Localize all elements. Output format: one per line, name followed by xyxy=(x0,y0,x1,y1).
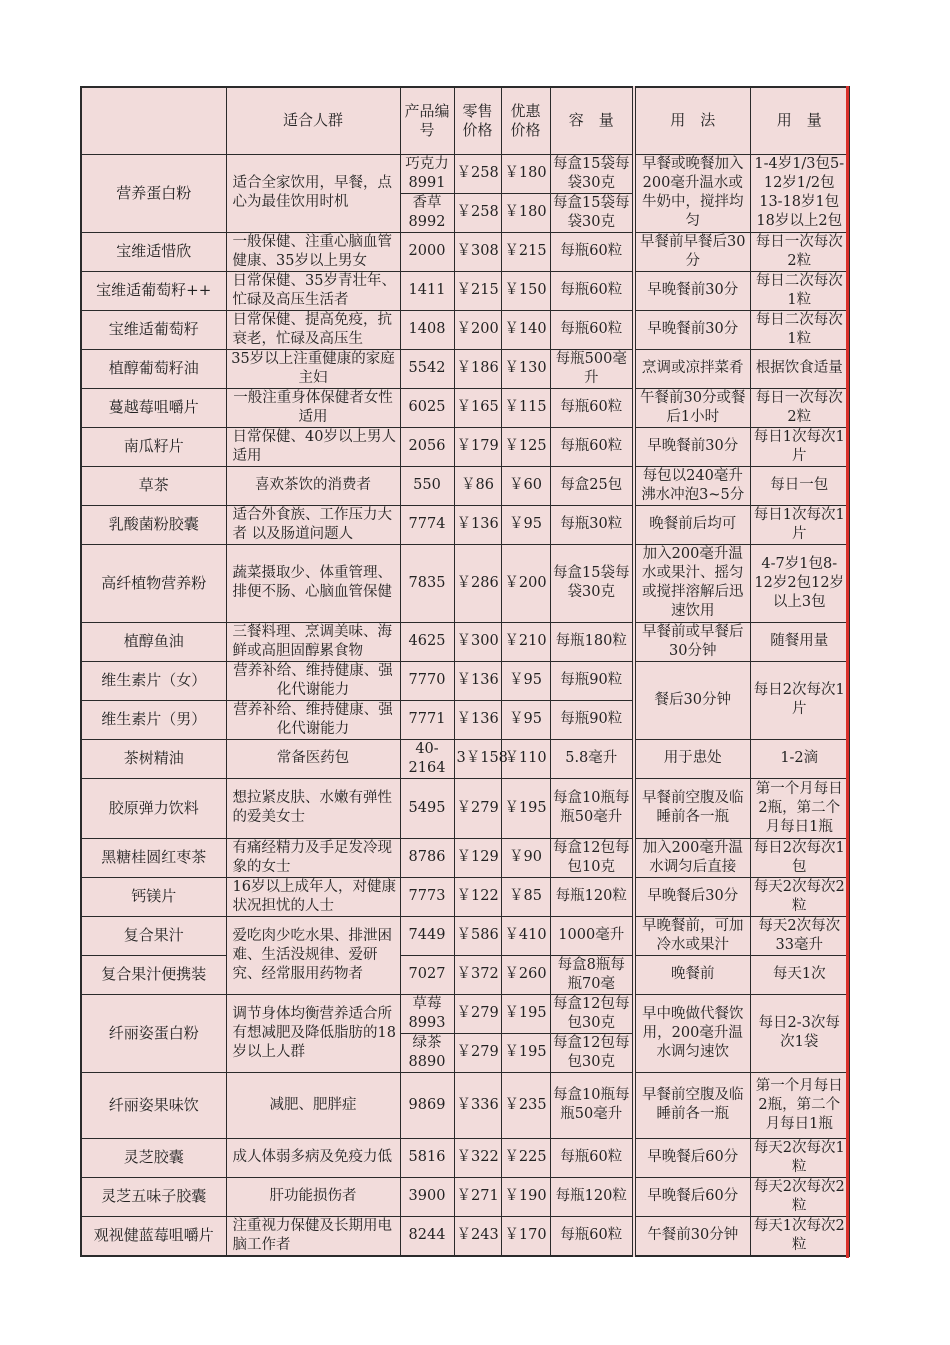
product-name: 茶树精油 xyxy=(81,739,226,778)
retail-cell: ￥258 xyxy=(454,154,501,193)
capacity-cell: 每盒10瓶每瓶50毫升 xyxy=(550,778,634,838)
discount-cell: ￥225 xyxy=(501,1138,550,1177)
product-name: 纤丽姿果味饮 xyxy=(81,1072,226,1138)
product-name: 植醇葡萄籽油 xyxy=(81,349,226,388)
dosage-cell: 每日1次每次1片 xyxy=(750,427,849,466)
usage-cell: 加入200毫升温水或果汁、摇匀或搅拌溶解后迅速饮用 xyxy=(634,544,750,622)
capacity-cell: 每瓶120粒 xyxy=(550,877,634,916)
dosage-cell: 每日2次每次1包 xyxy=(750,838,849,877)
product-name: 植醇鱼油 xyxy=(81,622,226,661)
dosage-cell: 每日一次每次2粒 xyxy=(750,388,849,427)
crowd-cell: 常备医药包 xyxy=(226,739,400,778)
capacity-cell: 每盒15袋每袋30克 xyxy=(550,193,634,232)
dosage-cell: 每日二次每次1粒 xyxy=(750,310,849,349)
crowd-cell: 营养补给、维持健康、强化代谢能力 xyxy=(226,661,400,700)
discount-cell: ￥195 xyxy=(501,1033,550,1072)
usage-cell: 每包以240毫升沸水冲泡3~5分 xyxy=(634,466,750,505)
crowd-cell: 三餐料理、烹调美味、海鲜或高胆固醇累食物 xyxy=(226,622,400,661)
table-row xyxy=(81,1216,849,1256)
retail-cell: ￥136 xyxy=(454,700,501,739)
retail-cell: ￥279 xyxy=(454,1033,501,1072)
retail-cell: 3￥158 xyxy=(454,739,501,778)
dosage-cell: 每天1次 xyxy=(750,955,849,994)
dosage-cell: 每天2次每次2粒 xyxy=(750,1177,849,1216)
code-cell: 3900 xyxy=(400,1177,454,1216)
product-name: 复合果汁便携装 xyxy=(81,955,226,994)
product-name: 乳酸菌粉胶囊 xyxy=(81,505,226,544)
code-cell: 5816 xyxy=(400,1138,454,1177)
code-cell: 7835 xyxy=(400,544,454,622)
capacity-cell: 每盒15袋每袋30克 xyxy=(550,154,634,193)
table-row xyxy=(81,838,849,877)
usage-cell: 早晚餐前30分 xyxy=(634,271,750,310)
retail-cell: ￥86 xyxy=(454,466,501,505)
crowd-cell: 日常保健、提高免疫，抗衰老，忙碌及高压生 xyxy=(226,310,400,349)
dosage-cell: 每日2-3次每次1袋 xyxy=(750,994,849,1072)
product-name: 蔓越莓咀嚼片 xyxy=(81,388,226,427)
dosage-cell: 每日一次每次2粒 xyxy=(750,232,849,271)
dosage-cell: 每日二次每次1粒 xyxy=(750,271,849,310)
discount-cell: ￥95 xyxy=(501,505,550,544)
discount-cell: ￥85 xyxy=(501,877,550,916)
crowd-cell: 减肥、肥胖症 xyxy=(226,1072,400,1138)
retail-cell: ￥136 xyxy=(454,505,501,544)
retail-cell: ￥271 xyxy=(454,1177,501,1216)
retail-cell: ￥279 xyxy=(454,778,501,838)
discount-cell: ￥180 xyxy=(501,154,550,193)
usage-cell: 烹调或凉拌菜肴 xyxy=(634,349,750,388)
dosage-cell: 1-4岁1/3包5-12岁1/2包13-18岁1包18岁以上2包 xyxy=(750,154,849,232)
table-row xyxy=(81,1177,849,1216)
code-cell: 巧克力8991 xyxy=(400,154,454,193)
retail-cell: ￥122 xyxy=(454,877,501,916)
code-cell: 7773 xyxy=(400,877,454,916)
code-cell: 4625 xyxy=(400,622,454,661)
dosage-cell: 每日2次每次1片 xyxy=(750,661,849,739)
product-name: 复合果汁 xyxy=(81,916,226,955)
table-row xyxy=(81,349,849,388)
discount-cell: ￥170 xyxy=(501,1216,550,1256)
product-name: 灵芝胶囊 xyxy=(81,1138,226,1177)
crowd-cell: 有痛经精力及手足发冷现象的女士 xyxy=(226,838,400,877)
code-cell: 7027 xyxy=(400,955,454,994)
usage-cell: 午餐前30分或餐后1小时 xyxy=(634,388,750,427)
discount-cell: ￥215 xyxy=(501,232,550,271)
code-cell: 7771 xyxy=(400,700,454,739)
capacity-cell: 每盒10瓶每瓶50毫升 xyxy=(550,1072,634,1138)
discount-cell: ￥190 xyxy=(501,1177,550,1216)
crowd-cell: 一般保健、注重心脑血管健康、35岁以上男女 xyxy=(226,232,400,271)
table-row xyxy=(81,661,849,700)
capacity-cell: 每瓶90粒 xyxy=(550,661,634,700)
capacity-cell: 每盒8瓶每瓶70毫 xyxy=(550,955,634,994)
table-row xyxy=(81,1072,849,1138)
product-name: 宝维适惜欣 xyxy=(81,232,226,271)
code-cell: 5495 xyxy=(400,778,454,838)
table-row xyxy=(81,466,849,505)
red-border-line xyxy=(846,86,849,1258)
crowd-cell: 日常保健、35岁青壮年、忙碌及高压生活者 xyxy=(226,271,400,310)
dosage-cell: 每天2次每次33毫升 xyxy=(750,916,849,955)
product-name: 维生素片（男） xyxy=(81,700,226,739)
usage-cell: 早晚餐前，可加冷水或果汁 xyxy=(634,916,750,955)
capacity-cell: 每瓶180粒 xyxy=(550,622,634,661)
code-cell: 550 xyxy=(400,466,454,505)
discount-cell: ￥95 xyxy=(501,700,550,739)
product-name: 南瓜籽片 xyxy=(81,427,226,466)
capacity-cell: 5.8毫升 xyxy=(550,739,634,778)
crowd-cell: 爱吃肉少吃水果、排泄困难、生活没规律、爱研究、经常服用药物者 xyxy=(226,916,400,994)
product-name: 黑糖桂圆红枣茶 xyxy=(81,838,226,877)
table-row xyxy=(81,388,849,427)
code-cell: 草莓8993 xyxy=(400,994,454,1033)
usage-cell: 午餐前30分钟 xyxy=(634,1216,750,1256)
retail-cell: ￥336 xyxy=(454,1072,501,1138)
retail-cell: ￥308 xyxy=(454,232,501,271)
crowd-cell: 注重视力保健及长期用电脑工作者 xyxy=(226,1216,400,1256)
code-cell: 5542 xyxy=(400,349,454,388)
code-cell: 8786 xyxy=(400,838,454,877)
usage-cell: 早餐前空腹及临睡前各一瓶 xyxy=(634,778,750,838)
table-row xyxy=(81,154,849,193)
product-name: 纤丽姿蛋白粉 xyxy=(81,994,226,1072)
usage-cell: 加入200毫升温水调匀后直接 xyxy=(634,838,750,877)
capacity-cell: 每瓶30粒 xyxy=(550,505,634,544)
usage-cell: 早餐前或早餐后30分钟 xyxy=(634,622,750,661)
dosage-cell: 随餐用量 xyxy=(750,622,849,661)
dosage-cell: 根据饮食适量 xyxy=(750,349,849,388)
discount-cell: ￥140 xyxy=(501,310,550,349)
product-table xyxy=(80,86,850,1257)
capacity-cell: 每盒12包每包10克 xyxy=(550,838,634,877)
header-capacity: 容 量 xyxy=(550,87,634,154)
table-row xyxy=(81,271,849,310)
product-name: 观视健蓝莓咀嚼片 xyxy=(81,1216,226,1256)
crowd-cell: 35岁以上注重健康的家庭主妇 xyxy=(226,349,400,388)
code-cell: 40-2164 xyxy=(400,739,454,778)
dosage-cell: 每天2次每次2粒 xyxy=(750,877,849,916)
retail-cell: ￥179 xyxy=(454,427,501,466)
capacity-cell: 每瓶90粒 xyxy=(550,700,634,739)
usage-cell: 晚餐前 xyxy=(634,955,750,994)
discount-cell: ￥110 xyxy=(501,739,550,778)
header-crowd: 适合人群 xyxy=(226,87,400,154)
retail-cell: ￥286 xyxy=(454,544,501,622)
product-name: 维生素片（女） xyxy=(81,661,226,700)
discount-cell: ￥200 xyxy=(501,544,550,622)
discount-cell: ￥130 xyxy=(501,349,550,388)
product-name: 胶原弹力饮料 xyxy=(81,778,226,838)
capacity-cell: 每盒12包每包30克 xyxy=(550,994,634,1033)
usage-cell: 早中晚做代餐饮用，200毫升温水调匀速饮 xyxy=(634,994,750,1072)
usage-cell: 早晚餐后60分 xyxy=(634,1177,750,1216)
discount-cell: ￥180 xyxy=(501,193,550,232)
capacity-cell: 每瓶60粒 xyxy=(550,1216,634,1256)
product-name: 营养蛋白粉 xyxy=(81,154,226,232)
header-discount: 优惠价格 xyxy=(501,87,550,154)
header-dosage: 用 量 xyxy=(750,87,849,154)
dosage-cell: 每日1次每次1片 xyxy=(750,505,849,544)
table-row xyxy=(81,994,849,1033)
discount-cell: ￥60 xyxy=(501,466,550,505)
retail-cell: ￥215 xyxy=(454,271,501,310)
usage-cell: 早餐前早餐后30分 xyxy=(634,232,750,271)
dosage-cell: 第一个月每日2瓶，第二个月每日1瓶 xyxy=(750,1072,849,1138)
dosage-cell: 4-7岁1包8-12岁2包12岁以上3包 xyxy=(750,544,849,622)
code-cell: 7774 xyxy=(400,505,454,544)
discount-cell: ￥210 xyxy=(501,622,550,661)
code-cell: 6025 xyxy=(400,388,454,427)
code-cell: 1408 xyxy=(400,310,454,349)
usage-cell: 早晚餐后60分 xyxy=(634,1138,750,1177)
table-row xyxy=(81,544,849,622)
capacity-cell: 每盒15袋每袋30克 xyxy=(550,544,634,622)
header-name-cell xyxy=(81,87,226,154)
dosage-cell: 每天1次每次2粒 xyxy=(750,1216,849,1256)
discount-cell: ￥195 xyxy=(501,778,550,838)
code-cell: 9869 xyxy=(400,1072,454,1138)
discount-cell: ￥410 xyxy=(501,916,550,955)
discount-cell: ￥195 xyxy=(501,994,550,1033)
capacity-cell: 每瓶120粒 xyxy=(550,1177,634,1216)
capacity-cell: 1000毫升 xyxy=(550,916,634,955)
retail-cell: ￥136 xyxy=(454,661,501,700)
discount-cell: ￥125 xyxy=(501,427,550,466)
usage-cell: 早晚餐后30分 xyxy=(634,877,750,916)
retail-cell: ￥129 xyxy=(454,838,501,877)
retail-cell: ￥186 xyxy=(454,349,501,388)
capacity-cell: 每瓶60粒 xyxy=(550,271,634,310)
table-row xyxy=(81,310,849,349)
table-row xyxy=(81,955,849,994)
product-name: 灵芝五味子胶囊 xyxy=(81,1177,226,1216)
crowd-cell: 营养补给、维持健康、强化代谢能力 xyxy=(226,700,400,739)
code-cell: 绿茶8890 xyxy=(400,1033,454,1072)
crowd-cell: 适合外食族、工作压力大者 以及肠道问题人 xyxy=(226,505,400,544)
code-cell: 7770 xyxy=(400,661,454,700)
retail-cell: ￥258 xyxy=(454,193,501,232)
product-name: 草茶 xyxy=(81,466,226,505)
table-row xyxy=(81,427,849,466)
capacity-cell: 每盒25包 xyxy=(550,466,634,505)
product-name: 宝维适葡萄籽 xyxy=(81,310,226,349)
header-usage: 用 法 xyxy=(634,87,750,154)
table-row xyxy=(81,1138,849,1177)
table-row xyxy=(81,916,849,955)
discount-cell: ￥90 xyxy=(501,838,550,877)
code-cell: 2056 xyxy=(400,427,454,466)
crowd-cell: 肝功能损伤者 xyxy=(226,1177,400,1216)
capacity-cell: 每瓶60粒 xyxy=(550,388,634,427)
usage-cell: 早晚餐前30分 xyxy=(634,310,750,349)
capacity-cell: 每瓶60粒 xyxy=(550,310,634,349)
retail-cell: ￥322 xyxy=(454,1138,501,1177)
usage-cell: 晚餐前后均可 xyxy=(634,505,750,544)
retail-cell: ￥372 xyxy=(454,955,501,994)
table-row xyxy=(81,622,849,661)
usage-cell: 早餐前空腹及临睡前各一瓶 xyxy=(634,1072,750,1138)
usage-cell: 餐后30分钟 xyxy=(634,661,750,739)
table-row xyxy=(81,232,849,271)
crowd-cell: 成人体弱多病及免疫力低 xyxy=(226,1138,400,1177)
retail-cell: ￥279 xyxy=(454,994,501,1033)
retail-cell: ￥243 xyxy=(454,1216,501,1256)
dosage-cell: 第一个月每日2瓶，第二个月每日1瓶 xyxy=(750,778,849,838)
dosage-cell: 每天2次每次1粒 xyxy=(750,1138,849,1177)
crowd-cell: 一般注重身体保健者女性适用 xyxy=(226,388,400,427)
code-cell: 香草8992 xyxy=(400,193,454,232)
usage-cell: 早晚餐前30分 xyxy=(634,427,750,466)
retail-cell: ￥200 xyxy=(454,310,501,349)
table-row xyxy=(81,505,849,544)
product-name: 高纤植物营养粉 xyxy=(81,544,226,622)
table-row xyxy=(81,877,849,916)
retail-cell: ￥586 xyxy=(454,916,501,955)
product-name: 钙镁片 xyxy=(81,877,226,916)
crowd-cell: 想拉紧皮肤、水嫩有弹性的爱美女士 xyxy=(226,778,400,838)
code-cell: 1411 xyxy=(400,271,454,310)
table-row xyxy=(81,739,849,778)
code-cell: 2000 xyxy=(400,232,454,271)
crowd-cell: 蔬菜摄取少、体重管理、排便不肠、心脑血管保健 xyxy=(226,544,400,622)
crowd-cell: 日常保健、40岁以上男人适用 xyxy=(226,427,400,466)
crowd-cell: 喜欢茶饮的消费者 xyxy=(226,466,400,505)
table-header-row xyxy=(81,87,849,154)
product-table-sheet xyxy=(80,86,848,1257)
header-retail: 零售价格 xyxy=(454,87,501,154)
table-row xyxy=(81,778,849,838)
crowd-cell: 调节身体均衡营养适合所有想减肥及降低脂肪的18岁以上人群 xyxy=(226,994,400,1072)
discount-cell: ￥115 xyxy=(501,388,550,427)
code-cell: 8244 xyxy=(400,1216,454,1256)
crowd-cell: 适合全家饮用，早餐，点心为最佳饮用时机 xyxy=(226,154,400,232)
crowd-cell: 16岁以上成年人，对健康状况担忧的人士 xyxy=(226,877,400,916)
retail-cell: ￥300 xyxy=(454,622,501,661)
product-name: 宝维适葡萄籽++ xyxy=(81,271,226,310)
usage-cell: 早餐或晚餐加入200毫升温水或牛奶中，搅拌均匀 xyxy=(634,154,750,232)
capacity-cell: 每瓶60粒 xyxy=(550,232,634,271)
capacity-cell: 每瓶60粒 xyxy=(550,1138,634,1177)
header-code: 产品编号 xyxy=(400,87,454,154)
capacity-cell: 每瓶60粒 xyxy=(550,427,634,466)
capacity-cell: 每盒12包每包30克 xyxy=(550,1033,634,1072)
retail-cell: ￥165 xyxy=(454,388,501,427)
discount-cell: ￥235 xyxy=(501,1072,550,1138)
dosage-cell: 1-2滴 xyxy=(750,739,849,778)
dosage-cell: 每日一包 xyxy=(750,466,849,505)
discount-cell: ￥150 xyxy=(501,271,550,310)
usage-cell: 用于患处 xyxy=(634,739,750,778)
discount-cell: ￥260 xyxy=(501,955,550,994)
discount-cell: ￥95 xyxy=(501,661,550,700)
code-cell: 7449 xyxy=(400,916,454,955)
capacity-cell: 每瓶500毫升 xyxy=(550,349,634,388)
